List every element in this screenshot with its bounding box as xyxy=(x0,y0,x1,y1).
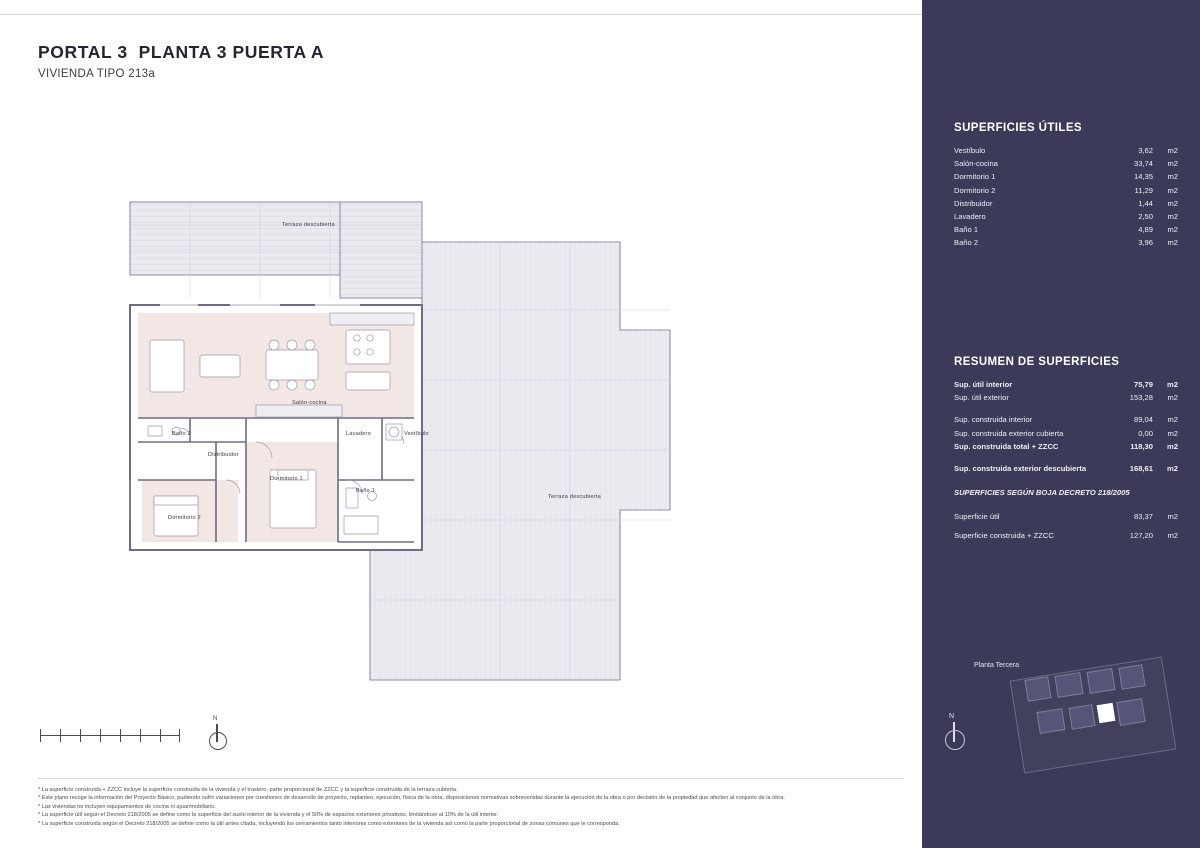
summary-value: 118,30 xyxy=(1130,441,1153,451)
area-row xyxy=(954,184,1178,197)
area-name: Dormitorio 2 xyxy=(954,185,996,195)
footnote-item: * La superficie útil según el Decreto 218/2005 se define como la superficie del suelo interior de la vivienda y el 50% de espacios exteriores privativos, limitándose al 10% de la útil interior. xyxy=(38,812,499,819)
key-plan-shape xyxy=(1016,656,1176,766)
key-plan-block xyxy=(1118,664,1145,689)
summary-section xyxy=(954,356,1178,545)
area-value: 11,29 xyxy=(1134,185,1153,195)
area-unit: m2 xyxy=(1167,146,1178,155)
decree-note: SUPERFICIES SEGÚN BOJA DECRETO 218/2005 xyxy=(954,488,1130,498)
useful-areas-section xyxy=(954,122,1178,250)
summary-row xyxy=(954,391,1178,404)
room-label: Dormitorio 1 xyxy=(270,476,303,482)
area-value: 3,96 xyxy=(1138,238,1153,248)
north-arrow-side-label: N xyxy=(949,713,955,720)
key-plan-block xyxy=(1036,708,1065,734)
key-plan-block xyxy=(1116,698,1145,726)
area-name: Salón-cocina xyxy=(954,159,998,169)
summary-name: Sup. construida interior xyxy=(954,415,1033,425)
area-value: 1,44 xyxy=(1138,198,1153,208)
room-label: Salón-cocina xyxy=(292,400,327,406)
floor-plan-svg xyxy=(30,180,790,720)
key-plan-label: Planta Tercera xyxy=(974,662,1020,669)
room-label: Baño 2 xyxy=(172,431,191,437)
useful-areas-list xyxy=(954,144,1178,250)
area-value: 14,35 xyxy=(1133,172,1153,182)
room-label: Distribuidor xyxy=(208,452,239,458)
summary-name: Sup. útil exterior xyxy=(954,393,1009,403)
north-arrow-icon xyxy=(205,718,231,752)
footnote-item: * Las viviendas no incluyen equipamientos de cocina ni ajuar/mobiliario. xyxy=(38,803,216,810)
key-plan xyxy=(940,648,1190,778)
decree-unit: m2 xyxy=(1167,531,1178,541)
header-divider xyxy=(0,14,922,15)
key-plan-block xyxy=(1086,668,1115,694)
area-name: Dormitorio 1 xyxy=(954,172,996,182)
area-row xyxy=(954,197,1178,210)
summary-list xyxy=(954,378,1178,475)
summary-value: 75,79 xyxy=(1133,380,1153,389)
room-label: Vestíbulo xyxy=(404,431,429,437)
area-unit: m2 xyxy=(1167,225,1178,235)
area-unit: m2 xyxy=(1167,159,1178,169)
area-value: 33,74 xyxy=(1133,159,1153,169)
page-subtitle: VIVIENDA TIPO 213a xyxy=(38,68,156,80)
decree-value: 83,37 xyxy=(1133,512,1153,522)
side-panel xyxy=(922,0,1200,848)
summary-unit: m2 xyxy=(1167,441,1178,451)
key-plan-block xyxy=(1068,704,1095,729)
area-row xyxy=(954,210,1178,223)
footnotes xyxy=(38,786,808,828)
summary-unit: m2 xyxy=(1167,380,1178,389)
area-value: 4,89 xyxy=(1138,225,1153,235)
floor-plan-drawing xyxy=(30,180,790,720)
summary-unit: m2 xyxy=(1167,415,1178,425)
area-value: 2,50 xyxy=(1138,212,1153,222)
summary-unit: m2 xyxy=(1167,464,1178,474)
room-label: Lavadero xyxy=(346,431,371,437)
area-name: Distribuidor xyxy=(954,198,993,208)
area-name: Baño 2 xyxy=(954,238,979,248)
decree-value: 127,20 xyxy=(1129,531,1153,541)
decree-list xyxy=(954,507,1178,545)
area-name: Lavadero xyxy=(954,212,986,222)
north-arrow-label: N xyxy=(213,716,218,722)
useful-areas-title: SUPERFICIES ÚTILES xyxy=(954,122,1082,134)
area-row xyxy=(954,236,1178,249)
key-plan-block xyxy=(1054,672,1083,698)
summary-name: Sup. construida total + ZZCC xyxy=(954,441,1059,451)
area-unit: m2 xyxy=(1167,172,1178,182)
room-label: Baño 1 xyxy=(356,488,375,494)
decree-row xyxy=(954,526,1178,545)
footnote-item: * La superficie construida según el Decreto 218/2005 se define como la útil antes citada, incluyendo los cerramientos tanto interiores como exteriores de la vivienda así como la parte proporcional de zonas comunes que le corresponda. xyxy=(38,820,620,827)
footnote-divider xyxy=(38,778,904,779)
summary-row xyxy=(954,378,1178,391)
summary-value: 0,00 xyxy=(1138,428,1153,438)
area-value: 3,62 xyxy=(1138,146,1153,155)
area-row xyxy=(954,223,1178,236)
area-unit: m2 xyxy=(1167,185,1178,195)
summary-row xyxy=(954,440,1178,453)
decree-row xyxy=(954,507,1178,526)
footnote-item: * Este plano recoge la información del Proyecto Básico, pudiendo sufrir variaciones por cuestiones de desarrollo de proyecto, replanteo, ejecución, física de la obra, disposiciones normativas sobrevenidas durante la ejecución de la obra o por decisión de la propiedad que afecten al conjunto de la obra. xyxy=(38,795,785,802)
key-plan-highlight-unit xyxy=(1097,703,1116,723)
summary-title: RESUMEN DE SUPERFICIES xyxy=(954,356,1120,368)
area-name: Baño 1 xyxy=(954,225,979,235)
page-title: PORTAL 3 PLANTA 3 PUERTA A xyxy=(38,42,325,62)
north-arrow-icon-side xyxy=(940,713,970,756)
decree-name: Superficie útil xyxy=(954,512,1000,522)
room-label: Dormitorio 2 xyxy=(168,515,201,521)
area-unit: m2 xyxy=(1167,198,1178,208)
key-plan-block xyxy=(1024,676,1051,701)
decree-unit: m2 xyxy=(1167,512,1178,522)
summary-value: 153,28 xyxy=(1129,393,1153,403)
footnote-item: * La superficie construida + ZZCC incluye la superficie construida de la vivienda y el trastero, parte proporcional de ZZCC y la superficie construida de la terraza cubierta. xyxy=(38,787,458,793)
room-label: Terraza descubierta xyxy=(548,494,601,500)
summary-row xyxy=(954,462,1178,475)
summary-name: Sup. construida exterior cubierta xyxy=(954,428,1064,438)
area-name: Vestíbulo xyxy=(954,146,986,155)
area-row xyxy=(954,157,1178,170)
area-unit: m2 xyxy=(1167,238,1178,248)
area-row xyxy=(954,144,1178,157)
area-row xyxy=(954,170,1178,183)
scale-bar xyxy=(40,725,180,745)
decree-name: Superficie construida + ZZCC xyxy=(954,531,1054,541)
summary-unit: m2 xyxy=(1167,393,1178,403)
summary-row xyxy=(954,427,1178,440)
area-unit: m2 xyxy=(1167,212,1178,222)
summary-name: Sup. útil interior xyxy=(954,380,1013,389)
summary-value: 89,04 xyxy=(1133,415,1153,425)
summary-row xyxy=(954,413,1178,426)
room-label: Terraza descubierta xyxy=(282,222,335,228)
summary-name: Sup. construida exterior descubierta xyxy=(954,464,1087,474)
summary-value: 168,61 xyxy=(1129,464,1153,474)
summary-unit: m2 xyxy=(1167,428,1178,438)
